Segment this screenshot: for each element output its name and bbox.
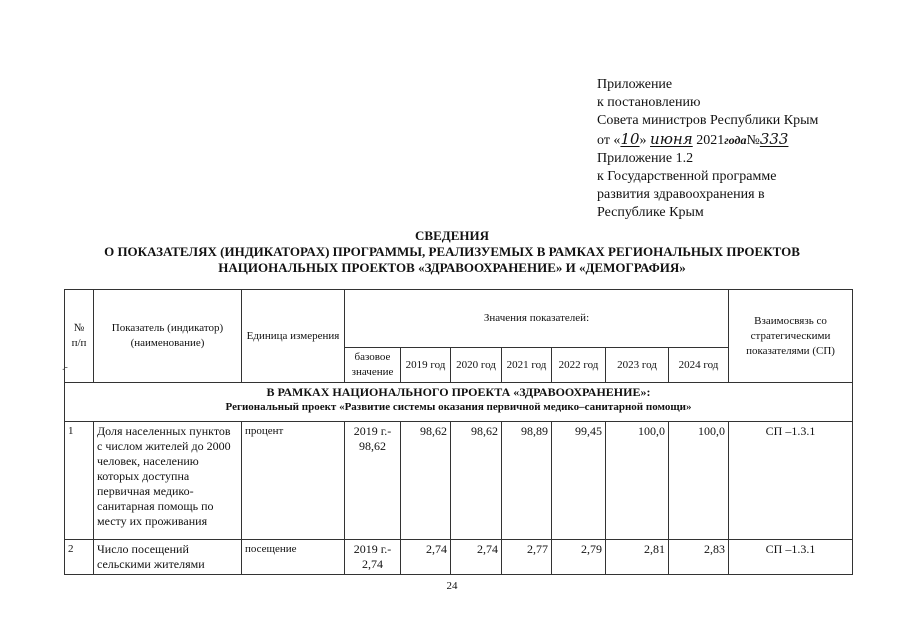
indicators-table [64, 289, 853, 575]
row-link: СП –1.3.1 [729, 540, 853, 575]
row-link: СП –1.3.1 [729, 422, 853, 540]
appendix-line-8: Республике Крым [597, 205, 704, 220]
section-row [65, 383, 853, 422]
appendix-line-6: к Государственной программе [597, 169, 777, 184]
table-row [65, 540, 853, 575]
section-cell [65, 383, 853, 422]
row-2024: 2,83 [669, 540, 729, 575]
row-2024: 100,0 [669, 422, 729, 540]
row-base: 2019 г.- 2,74 [345, 540, 401, 575]
row-num: 1 [65, 422, 94, 540]
number-label: № [746, 133, 760, 148]
handwritten-month: июня [650, 130, 693, 148]
row-indicator: Доля населенных пунктов с числом жителей до 2000 человек, населению которых доступна первичная медико-санитарная помощь по месту их проживания [94, 422, 242, 540]
row-unit: процент [242, 422, 345, 540]
header-2022: 2022 год [552, 348, 606, 383]
row-2022: 2,79 [552, 540, 606, 575]
row-num: 2 [65, 540, 94, 575]
header-num: № п/п [65, 290, 94, 383]
row-2023: 100,0 [606, 422, 669, 540]
header-2023: 2023 год [606, 348, 669, 383]
appendix-date-line [597, 130, 818, 150]
handwritten-doc-number: 333 [759, 130, 789, 148]
heading-line-3: НАЦИОНАЛЬНЫХ ПРОЕКТОВ «ЗДРАВООХРАНЕНИЕ» И «ДЕМОГРАФИЯ» [218, 260, 686, 275]
row-2019: 2,74 [401, 540, 451, 575]
row-2021: 2,77 [502, 540, 552, 575]
section-subtitle: Региональный проект «Развитие системы оказания первичной медико–санитарной помощи» [225, 401, 692, 413]
appendix-line-3: Совета министров Республики Крым [597, 113, 819, 128]
row-2020: 2,74 [451, 540, 502, 575]
header-base: базовое значение [345, 348, 401, 383]
header-2021: 2021 год [502, 348, 552, 383]
section-title: В РАМКАХ НАЦИОНАЛЬНОГО ПРОЕКТА «ЗДРАВООХРАНЕНИЕ»: [266, 385, 651, 399]
row-2022: 99,45 [552, 422, 606, 540]
row-unit: посещение [242, 540, 345, 575]
appendix-line-2: к постановлению [597, 95, 701, 110]
appendix-block [597, 76, 818, 222]
heading-title: СВЕДЕНИЯ [415, 228, 489, 243]
header-values: Значения показателей: [345, 290, 729, 348]
appendix-line-5: Приложение 1.2 [597, 151, 694, 166]
date-year: 2021 [696, 133, 725, 148]
date-prefix: от « [597, 133, 621, 148]
row-2020: 98,62 [451, 422, 502, 540]
page-number: 24 [446, 580, 458, 592]
header-2024: 2024 год [669, 348, 729, 383]
heading-line-2: О ПОКАЗАТЕЛЯХ (ИНДИКАТОРАХ) ПРОГРАММЫ, РЕАЛИЗУЕМЫХ В РАМКАХ РЕГИОНАЛЬНЫХ ПРОЕКТОВ [104, 244, 800, 259]
appendix-line-1: Приложение [597, 77, 673, 92]
row-base: 2019 г.- 98,62 [345, 422, 401, 540]
handwritten-day: 10 [620, 130, 640, 148]
header-2019: 2019 год [401, 348, 451, 383]
table-row [65, 422, 853, 540]
row-2023: 2,81 [606, 540, 669, 575]
scan-mark: .- [62, 362, 68, 373]
row-2021: 98,89 [502, 422, 552, 540]
header-indicator: Показатель (индикатор) (наименование) [94, 290, 242, 383]
header-2020: 2020 год [451, 348, 502, 383]
date-quote: » [639, 133, 647, 148]
handwritten-year-word: года [724, 133, 747, 147]
header-link: Взаимосвязь со стратегическими показателями (СП) [729, 290, 853, 383]
header-unit: Единица измерения [242, 290, 345, 383]
document-heading [0, 228, 904, 276]
row-indicator: Число посещений сельскими жителями [94, 540, 242, 575]
header-row-1 [65, 290, 853, 348]
row-2019: 98,62 [401, 422, 451, 540]
appendix-line-7: развития здравоохранения в [597, 187, 765, 202]
